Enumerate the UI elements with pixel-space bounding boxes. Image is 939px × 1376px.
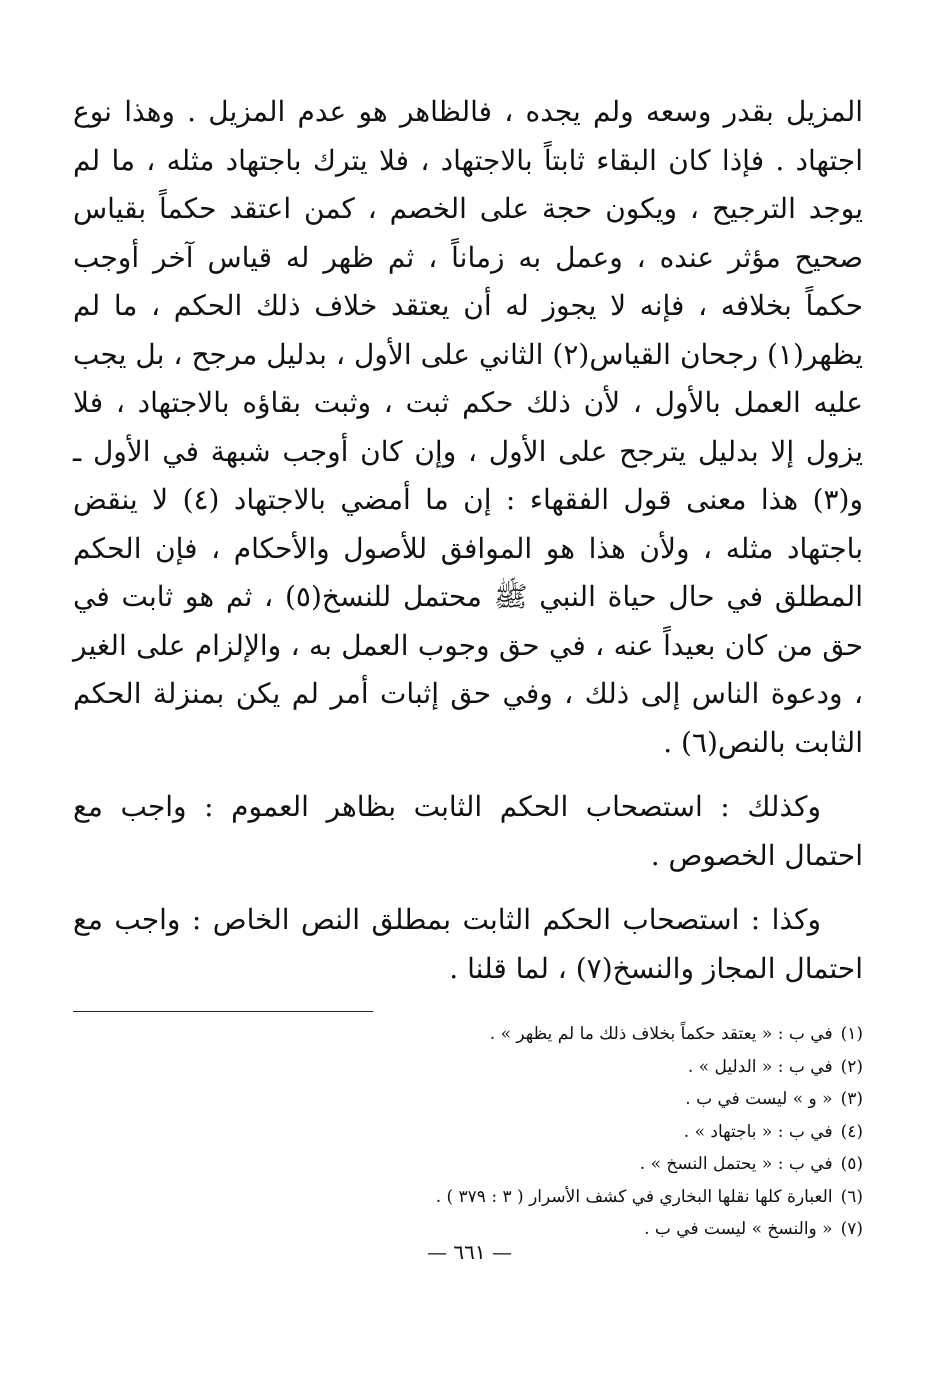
footnote-number: (٧) — [840, 1219, 863, 1239]
paragraph-3: وكذا : استصحاب الحكم الثابت بمطلق النص الخاص : واجب مع احتمال المجاز والنسخ(٧) ، لما قلنا . — [73, 903, 863, 985]
footnote-text: « و » ليست في ب . — [685, 1089, 833, 1109]
footnote-text: في ب : « يعتقد حكماً بخلاف ذلك ما لم يظهر » . — [489, 1024, 833, 1044]
paragraph-2: وكذلك : استصحاب الحكم الثابت بظاهر العموم : واجب مع احتمال الخصوص . — [73, 790, 863, 872]
footnote-1 — [73, 1018, 863, 1051]
page-body — [73, 88, 863, 1246]
footnote-number: (٢) — [840, 1056, 863, 1077]
footnote-number: (١) — [840, 1024, 863, 1044]
footnote-number: (٣) — [840, 1089, 863, 1109]
footnote-text: العبارة كلها نقلها البخاري في كشف الأسرار ( ٣ : ٣٧٩ ) . — [435, 1186, 833, 1207]
footnote-text: في ب : « باجتهاد » . — [683, 1121, 833, 1142]
footnote-text: في ب : « يحتمل النسخ » . — [639, 1154, 833, 1174]
footnote-text: « والنسخ » ليست في ب . — [644, 1219, 833, 1239]
page-number: — ٦٦١ — — [427, 1240, 512, 1264]
footnote-text: في ب : « الدليل » . — [687, 1056, 833, 1077]
footnote-number: (٤) — [840, 1121, 863, 1142]
footnote-number: (٦) — [840, 1186, 863, 1207]
footnote-5 — [73, 1148, 863, 1181]
footnote-4 — [73, 1116, 863, 1149]
footnote-6 — [73, 1181, 863, 1214]
footnote-2 — [73, 1051, 863, 1084]
footnote-number: (٥) — [840, 1154, 863, 1174]
footnote-divider — [73, 1011, 373, 1012]
paragraph-1: المزيل بقدر وسعه ولم يجده ، فالظاهر هو عدم المزيل . وهذا نوع اجتهاد . فإذا كان البقاء ثابتاً بالاجتهاد ، فلا يترك باجتهاد مثله ، ما لم يوجد الترجيح ، ويكون حجة على الخصم ، كمن اعتقد حكماً بقياس صحيح مؤثر عنده ، وعمل به زماناً ، ثم ظهر له قياس آخر أوجب حكماً بخلافه ، فإنه لا يجوز له أن يعتقد خلاف ذلك الحكم ، ما لم يظهر(١) رجحان القياس(٢) الثاني على الأول ، بدليل مرجح ، بل يجب عليه العمل بالأول ، لأن ذلك حكم ثبت ، وثبت بقاؤه بالاجتهاد ، فلا يزول إلا بدليل يترجح على الأول ، وإن كان أوجب شبهة في الأول ـ و(٣) هذا معنى قول الفقهاء : إن ما أمضي بالاجتهاد (٤) لا ينقض باجتهاد مثله ، ولأن هذا هو الموافق للأصول والأحكام ، فإن الحكم المطلق في حال حياة النبي ﷺ محتمل للنسخ(٥) ، ثم هو ثابت في حق من كان بعيداً عنه ، في حق وجوب العمل به ، والإلزام على الغير ، ودعوة الناس إلى ذلك ، وفي حق إثبات أمر لم يكن بمنزلة الحكم الثابت بالنص(٦) . — [73, 95, 864, 759]
footnote-3 — [73, 1083, 863, 1116]
footnotes-list — [73, 1018, 863, 1246]
